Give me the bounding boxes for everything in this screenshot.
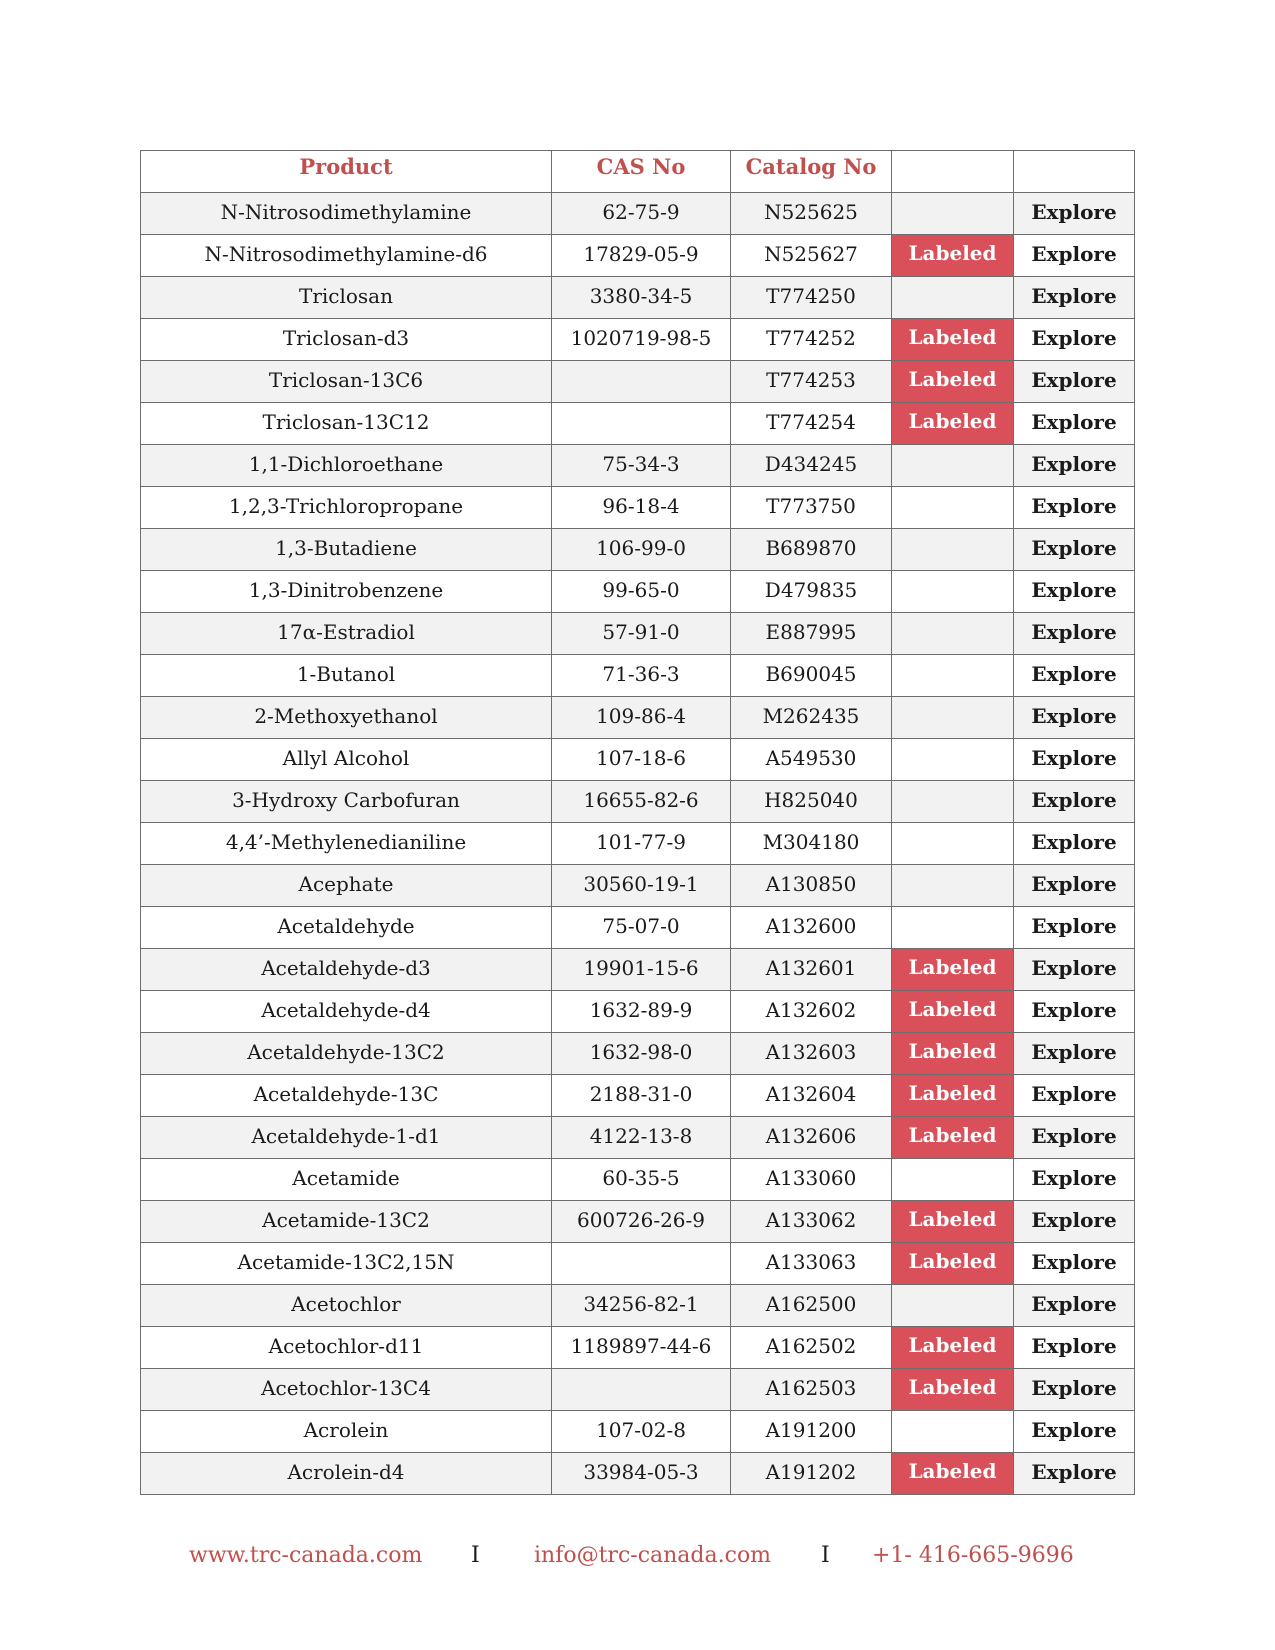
table-row	[141, 949, 1135, 991]
table-row	[141, 277, 1135, 319]
product-cell: Triclosan-d3	[141, 319, 552, 361]
catalog-cell: A132603	[731, 1033, 892, 1075]
table-row	[141, 1453, 1135, 1495]
cas-cell: 106-99-0	[552, 529, 731, 571]
labeled-cell	[892, 865, 1014, 907]
catalog-cell: T774254	[731, 403, 892, 445]
cas-cell: 1632-98-0	[552, 1033, 731, 1075]
product-cell: Acetaldehyde-1-d1	[141, 1117, 552, 1159]
labeled-badge: Labeled	[908, 1038, 997, 1063]
footer-separator: I	[471, 1543, 480, 1568]
table-row	[141, 991, 1135, 1033]
cas-cell: 109-86-4	[552, 697, 731, 739]
header-catalog-no: Catalog No	[731, 151, 892, 193]
cas-cell	[552, 1243, 731, 1285]
table-row	[141, 865, 1135, 907]
cas-cell: 71-36-3	[552, 655, 731, 697]
catalog-cell: T774253	[731, 361, 892, 403]
labeled-badge: Labeled	[908, 1458, 997, 1483]
footer-separator: I	[821, 1543, 830, 1568]
cas-cell: 60-35-5	[552, 1159, 731, 1201]
product-cell: Acetochlor-13C4	[141, 1369, 552, 1411]
explore-link[interactable]: Explore	[1014, 1201, 1135, 1243]
labeled-cell	[892, 1243, 1014, 1285]
product-cell: 1,3-Butadiene	[141, 529, 552, 571]
product-cell: Acetaldehyde	[141, 907, 552, 949]
footer-website-link[interactable]: www.trc-canada.com	[189, 1543, 423, 1568]
labeled-cell	[892, 571, 1014, 613]
product-cell: Acetamide	[141, 1159, 552, 1201]
footer-email-link[interactable]: info@trc-canada.com	[534, 1543, 772, 1568]
product-cell: Allyl Alcohol	[141, 739, 552, 781]
cas-cell: 1189897-44-6	[552, 1327, 731, 1369]
labeled-cell	[892, 1159, 1014, 1201]
labeled-badge: Labeled	[908, 240, 997, 265]
cas-cell: 2188-31-0	[552, 1075, 731, 1117]
table-row	[141, 907, 1135, 949]
explore-link[interactable]: Explore	[1014, 1327, 1135, 1369]
catalog-cell: A549530	[731, 739, 892, 781]
product-cell: Acetochlor	[141, 1285, 552, 1327]
catalog-cell: A191202	[731, 1453, 892, 1495]
explore-link[interactable]: Explore	[1014, 1117, 1135, 1159]
table-row	[141, 1159, 1135, 1201]
product-cell: Triclosan-13C12	[141, 403, 552, 445]
catalog-cell: N525625	[731, 193, 892, 235]
catalog-cell: E887995	[731, 613, 892, 655]
cas-cell: 3380-34-5	[552, 277, 731, 319]
table-body	[141, 193, 1135, 1495]
labeled-cell	[892, 235, 1014, 277]
labeled-cell	[892, 529, 1014, 571]
labeled-cell	[892, 1453, 1014, 1495]
explore-link[interactable]: Explore	[1014, 697, 1135, 739]
cas-cell: 62-75-9	[552, 193, 731, 235]
labeled-cell	[892, 487, 1014, 529]
catalog-cell: A132601	[731, 949, 892, 991]
explore-link[interactable]: Explore	[1014, 571, 1135, 613]
explore-link[interactable]: Explore	[1014, 277, 1135, 319]
catalog-cell: D434245	[731, 445, 892, 487]
table-row	[141, 1285, 1135, 1327]
product-cell: 1,3-Dinitrobenzene	[141, 571, 552, 613]
catalog-cell: A162503	[731, 1369, 892, 1411]
labeled-cell	[892, 907, 1014, 949]
cas-cell	[552, 403, 731, 445]
explore-link[interactable]: Explore	[1014, 1075, 1135, 1117]
product-cell: 1-Butanol	[141, 655, 552, 697]
cas-cell	[552, 1369, 731, 1411]
explore-link[interactable]: Explore	[1014, 1285, 1135, 1327]
catalog-cell: A133063	[731, 1243, 892, 1285]
product-cell: Triclosan	[141, 277, 552, 319]
table-row	[141, 529, 1135, 571]
table-row	[141, 487, 1135, 529]
labeled-badge: Labeled	[908, 1122, 997, 1147]
labeled-cell	[892, 823, 1014, 865]
explore-link[interactable]: Explore	[1014, 865, 1135, 907]
labeled-badge: Labeled	[908, 1248, 997, 1273]
cas-cell: 16655-82-6	[552, 781, 731, 823]
catalog-cell: T773750	[731, 487, 892, 529]
product-cell: N-Nitrosodimethylamine	[141, 193, 552, 235]
explore-link[interactable]: Explore	[1014, 319, 1135, 361]
explore-link[interactable]: Explore	[1014, 1369, 1135, 1411]
cas-cell: 19901-15-6	[552, 949, 731, 991]
explore-link[interactable]: Explore	[1014, 403, 1135, 445]
labeled-cell	[892, 655, 1014, 697]
labeled-cell	[892, 1327, 1014, 1369]
labeled-cell	[892, 361, 1014, 403]
cas-cell: 4122-13-8	[552, 1117, 731, 1159]
catalog-cell: T774250	[731, 277, 892, 319]
explore-link[interactable]: Explore	[1014, 781, 1135, 823]
explore-link[interactable]: Explore	[1014, 529, 1135, 571]
header-labeled	[892, 151, 1014, 193]
labeled-cell	[892, 1075, 1014, 1117]
product-cell: Acetaldehyde-d3	[141, 949, 552, 991]
catalog-cell: T774252	[731, 319, 892, 361]
labeled-badge: Labeled	[908, 324, 997, 349]
product-cell: Acetamide-13C2,15N	[141, 1243, 552, 1285]
labeled-cell	[892, 193, 1014, 235]
labeled-badge: Labeled	[908, 1080, 997, 1105]
product-table	[140, 150, 1135, 1495]
product-cell: Acrolein	[141, 1411, 552, 1453]
table-row	[141, 361, 1135, 403]
explore-link[interactable]: Explore	[1014, 1453, 1135, 1495]
labeled-badge: Labeled	[908, 1374, 997, 1399]
table-row	[141, 1201, 1135, 1243]
catalog-cell: A162502	[731, 1327, 892, 1369]
labeled-badge: Labeled	[908, 996, 997, 1021]
catalog-cell: A130850	[731, 865, 892, 907]
table-header-row	[141, 151, 1135, 193]
labeled-cell	[892, 949, 1014, 991]
labeled-cell	[892, 1369, 1014, 1411]
labeled-cell	[892, 319, 1014, 361]
explore-link[interactable]: Explore	[1014, 1411, 1135, 1453]
product-cell: Acetaldehyde-d4	[141, 991, 552, 1033]
footer-phone-link[interactable]: +1- 416-665-9696	[872, 1543, 1074, 1568]
labeled-cell	[892, 1033, 1014, 1075]
labeled-badge: Labeled	[908, 366, 997, 391]
cas-cell: 57-91-0	[552, 613, 731, 655]
catalog-cell: M304180	[731, 823, 892, 865]
product-cell: Triclosan-13C6	[141, 361, 552, 403]
table-row	[141, 1033, 1135, 1075]
table-row	[141, 1369, 1135, 1411]
cas-cell: 96-18-4	[552, 487, 731, 529]
product-cell: Acetaldehyde-13C	[141, 1075, 552, 1117]
product-cell: Acetamide-13C2	[141, 1201, 552, 1243]
table-row	[141, 1243, 1135, 1285]
explore-link[interactable]: Explore	[1014, 1159, 1135, 1201]
explore-link[interactable]: Explore	[1014, 235, 1135, 277]
catalog-cell: A132602	[731, 991, 892, 1033]
table-row	[141, 1075, 1135, 1117]
labeled-cell	[892, 1117, 1014, 1159]
explore-link[interactable]: Explore	[1014, 823, 1135, 865]
explore-link[interactable]: Explore	[1014, 991, 1135, 1033]
table-row	[141, 319, 1135, 361]
cas-cell: 30560-19-1	[552, 865, 731, 907]
product-cell: Acrolein-d4	[141, 1453, 552, 1495]
product-cell: 1,2,3-Trichloropropane	[141, 487, 552, 529]
explore-link[interactable]: Explore	[1014, 193, 1135, 235]
labeled-cell	[892, 445, 1014, 487]
cas-cell: 101-77-9	[552, 823, 731, 865]
product-cell: Acephate	[141, 865, 552, 907]
labeled-cell	[892, 739, 1014, 781]
labeled-cell	[892, 697, 1014, 739]
catalog-cell: A191200	[731, 1411, 892, 1453]
catalog-cell: M262435	[731, 697, 892, 739]
catalog-cell: B689870	[731, 529, 892, 571]
explore-link[interactable]: Explore	[1014, 445, 1135, 487]
labeled-cell	[892, 1285, 1014, 1327]
catalog-cell: A133060	[731, 1159, 892, 1201]
labeled-cell	[892, 403, 1014, 445]
table-row	[141, 781, 1135, 823]
explore-link[interactable]: Explore	[1014, 655, 1135, 697]
labeled-cell	[892, 613, 1014, 655]
product-cell: 3-Hydroxy Carbofuran	[141, 781, 552, 823]
product-cell: 17α-Estradiol	[141, 613, 552, 655]
cas-cell: 33984-05-3	[552, 1453, 731, 1495]
catalog-cell: B690045	[731, 655, 892, 697]
table-row	[141, 1327, 1135, 1369]
header-product: Product	[141, 151, 552, 193]
labeled-cell	[892, 781, 1014, 823]
table-row	[141, 193, 1135, 235]
product-cell: 1,1-Dichloroethane	[141, 445, 552, 487]
cas-cell: 600726-26-9	[552, 1201, 731, 1243]
cas-cell: 99-65-0	[552, 571, 731, 613]
labeled-cell	[892, 1411, 1014, 1453]
cas-cell	[552, 361, 731, 403]
product-cell: Acetaldehyde-13C2	[141, 1033, 552, 1075]
product-cell: N-Nitrosodimethylamine-d6	[141, 235, 552, 277]
table-row	[141, 697, 1135, 739]
catalog-cell: N525627	[731, 235, 892, 277]
labeled-badge: Labeled	[908, 1332, 997, 1357]
table-row	[141, 1411, 1135, 1453]
explore-link[interactable]: Explore	[1014, 949, 1135, 991]
product-cell: Acetochlor-d11	[141, 1327, 552, 1369]
explore-link[interactable]: Explore	[1014, 1033, 1135, 1075]
header-cas-no: CAS No	[552, 151, 731, 193]
explore-link[interactable]: Explore	[1014, 907, 1135, 949]
explore-link[interactable]: Explore	[1014, 613, 1135, 655]
cas-cell: 107-02-8	[552, 1411, 731, 1453]
explore-link[interactable]: Explore	[1014, 1243, 1135, 1285]
table-row	[141, 613, 1135, 655]
cas-cell: 75-34-3	[552, 445, 731, 487]
catalog-cell: H825040	[731, 781, 892, 823]
cas-cell: 1632-89-9	[552, 991, 731, 1033]
cas-cell: 107-18-6	[552, 739, 731, 781]
catalog-cell: A162500	[731, 1285, 892, 1327]
explore-link[interactable]: Explore	[1014, 739, 1135, 781]
cas-cell: 75-07-0	[552, 907, 731, 949]
table-row	[141, 823, 1135, 865]
labeled-cell	[892, 991, 1014, 1033]
cas-cell: 34256-82-1	[552, 1285, 731, 1327]
table-row	[141, 445, 1135, 487]
catalog-cell: A132606	[731, 1117, 892, 1159]
catalog-cell: A132604	[731, 1075, 892, 1117]
catalog-cell: D479835	[731, 571, 892, 613]
table-row	[141, 403, 1135, 445]
table-row	[141, 655, 1135, 697]
footer	[0, 1543, 1275, 1573]
header-explore	[1014, 151, 1135, 193]
table-row	[141, 739, 1135, 781]
cas-cell: 1020719-98-5	[552, 319, 731, 361]
labeled-cell	[892, 277, 1014, 319]
labeled-badge: Labeled	[908, 954, 997, 979]
explore-link[interactable]: Explore	[1014, 361, 1135, 403]
catalog-cell: A132600	[731, 907, 892, 949]
product-cell: 2-Methoxyethanol	[141, 697, 552, 739]
table-row	[141, 235, 1135, 277]
labeled-badge: Labeled	[908, 1206, 997, 1231]
explore-link[interactable]: Explore	[1014, 487, 1135, 529]
labeled-badge: Labeled	[908, 408, 997, 433]
product-cell: 4,4’-Methylenedianiline	[141, 823, 552, 865]
table-row	[141, 571, 1135, 613]
catalog-cell: A133062	[731, 1201, 892, 1243]
labeled-cell	[892, 1201, 1014, 1243]
cas-cell: 17829-05-9	[552, 235, 731, 277]
table-row	[141, 1117, 1135, 1159]
